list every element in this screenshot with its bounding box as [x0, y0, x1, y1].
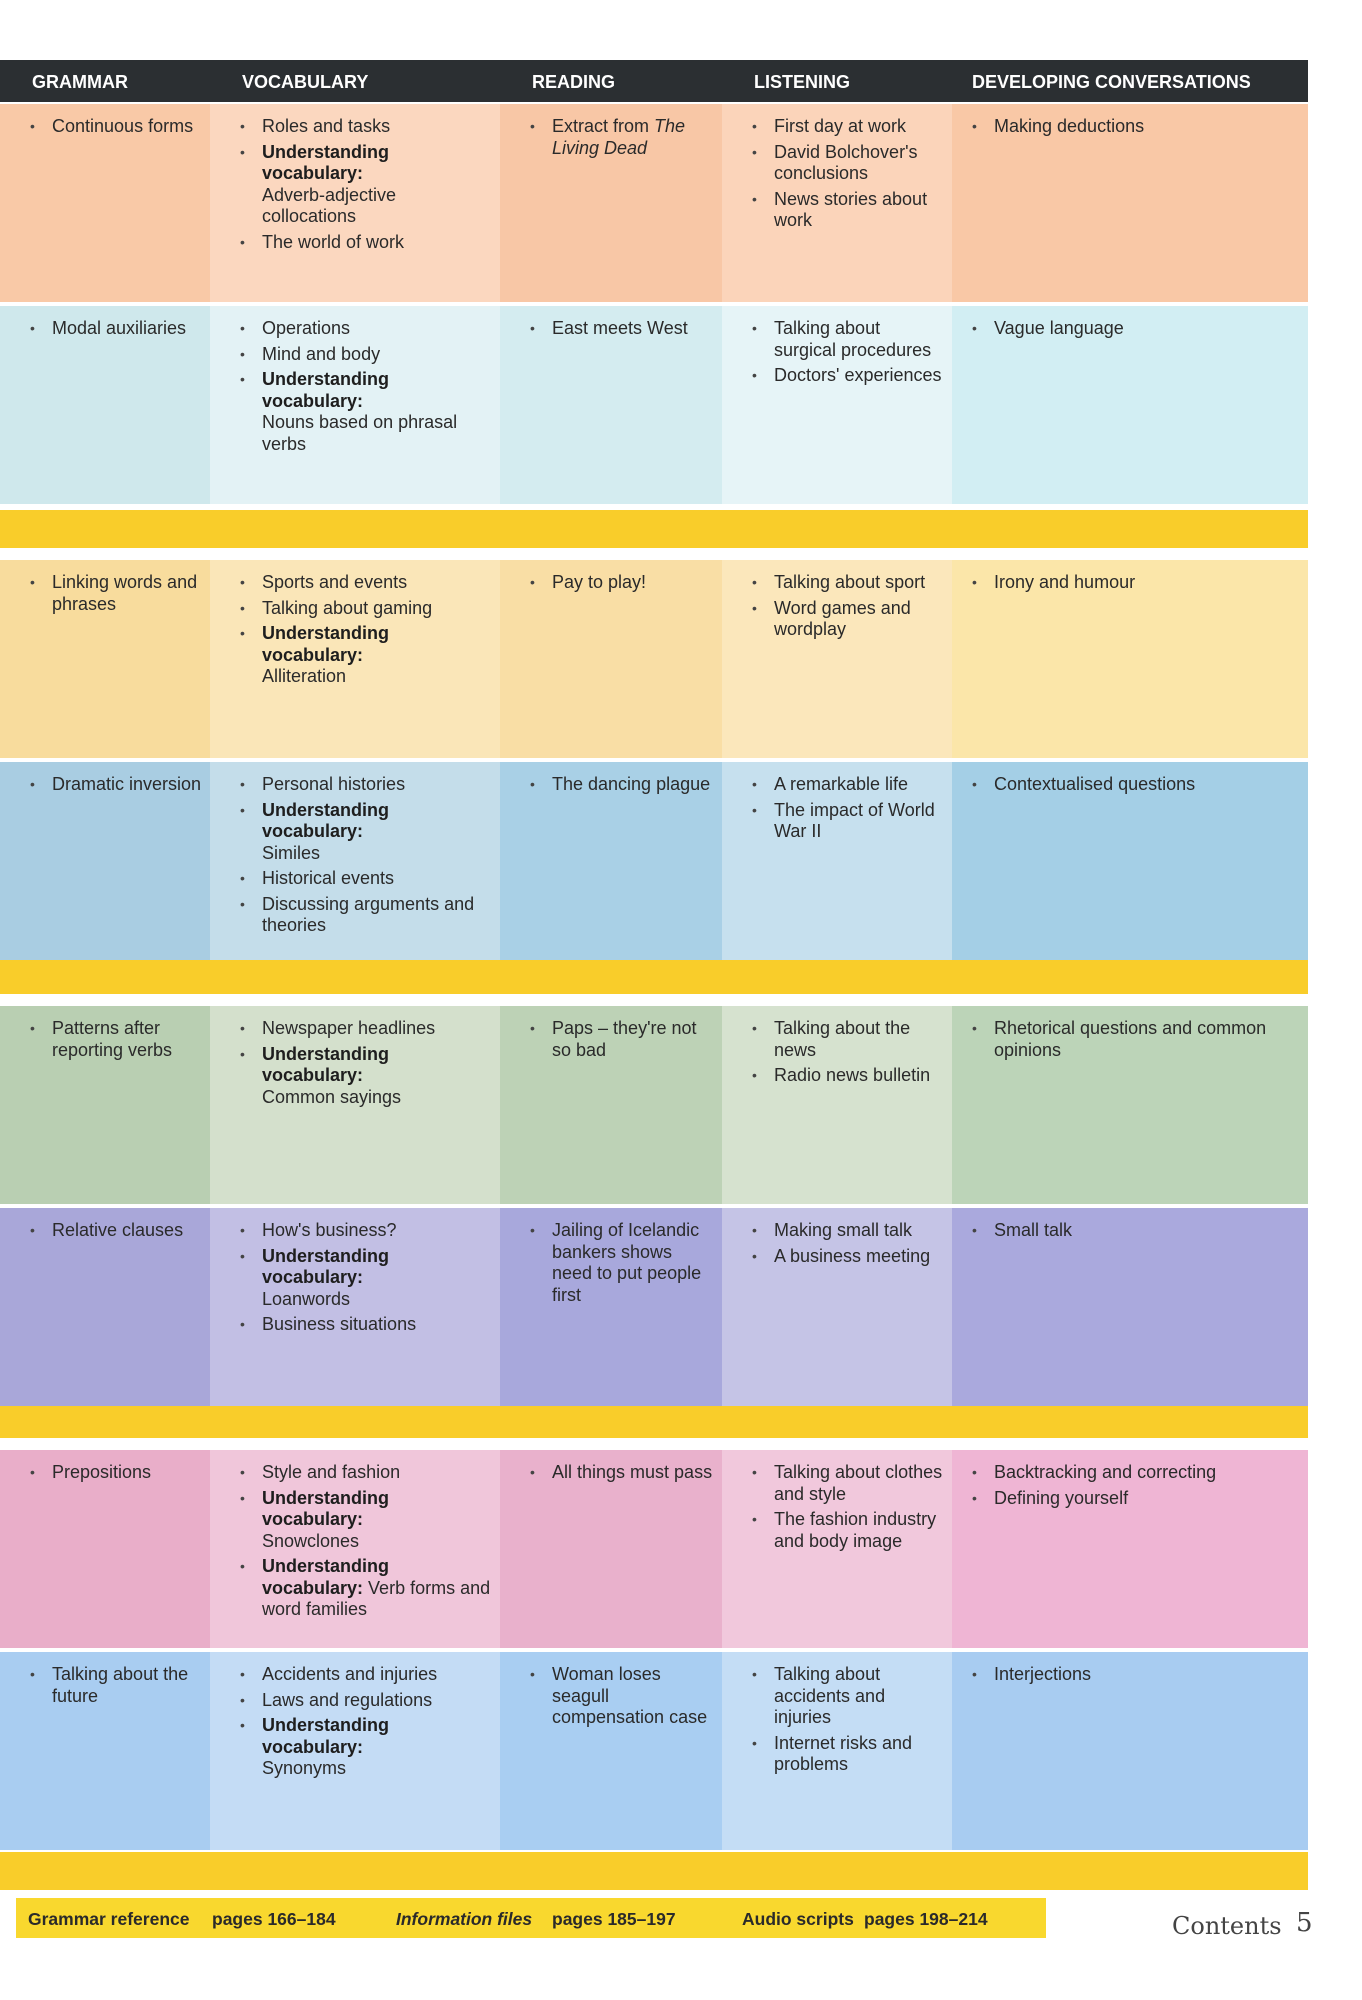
- cell-listening: [722, 1450, 952, 1648]
- cell-conversations: [952, 1450, 1308, 1648]
- understanding-vocabulary-label: Understanding vocabulary:: [262, 141, 390, 183]
- listening-list: [752, 1462, 944, 1552]
- audio-scripts-label[interactable]: Audio scripts: [742, 1909, 854, 1929]
- grammar-list: [30, 318, 202, 340]
- understanding-vocabulary-label: Understanding vocabulary:: [262, 1715, 390, 1757]
- cell-grammar: [0, 104, 210, 302]
- conversations-list: [972, 1664, 1300, 1686]
- list-item: • Mind and body: [240, 344, 492, 366]
- table-row: [0, 1450, 1308, 1648]
- list-item: • Talking about gaming: [240, 598, 492, 620]
- vocabulary-list: [240, 774, 492, 937]
- section-divider-band: [0, 1852, 1308, 1890]
- cell-reading: [500, 1006, 722, 1204]
- grammar-reference-label[interactable]: Grammar reference: [28, 1909, 190, 1929]
- table-row: [0, 1006, 1308, 1204]
- list-item: • A business meeting: [752, 1246, 944, 1268]
- list-item: • Talking about accidents and injuries: [752, 1664, 944, 1729]
- list-item: • Internet risks and problems: [752, 1733, 944, 1776]
- conversations-list: [972, 774, 1300, 796]
- header-reading: READING: [532, 72, 616, 92]
- list-item: • Paps – they're not so bad: [530, 1018, 714, 1061]
- reading-list: [530, 774, 714, 796]
- list-item: • Extract from The Living Dead: [530, 116, 714, 159]
- listening-list: [752, 1018, 944, 1087]
- grammar-list: [30, 774, 202, 796]
- cell-reading: [500, 1450, 722, 1648]
- cell-grammar: [0, 560, 210, 758]
- list-item: • Patterns after reporting verbs: [30, 1018, 202, 1061]
- cell-grammar: [0, 1006, 210, 1204]
- information-files-label[interactable]: Information files: [396, 1909, 533, 1929]
- list-item: • The dancing plague: [530, 774, 714, 796]
- header-listening: LISTENING: [754, 72, 851, 92]
- header-developing-conversations: DEVELOPING CONVERSATIONS: [972, 72, 1251, 92]
- list-item: • The world of work: [240, 232, 492, 254]
- list-item: • Pay to play!: [530, 572, 714, 594]
- understanding-vocabulary-label: Understanding vocabulary:: [262, 1487, 390, 1529]
- reading-list: [530, 1018, 714, 1061]
- list-item: • Making small talk: [752, 1220, 944, 1242]
- grammar-list: [30, 1664, 202, 1707]
- reading-list: [530, 572, 714, 594]
- vocabulary-list: [240, 1462, 492, 1621]
- cell-listening: [722, 104, 952, 302]
- understanding-vocabulary-label: Understanding vocabulary:: [262, 1245, 390, 1287]
- listening-list: [752, 774, 944, 843]
- list-item: • News stories about work: [752, 189, 944, 232]
- listening-list: [752, 1220, 944, 1267]
- vocabulary-list: [240, 116, 492, 253]
- conversations-list: [972, 116, 1300, 138]
- understanding-vocabulary-label: Understanding vocabulary:: [262, 799, 390, 841]
- cell-listening: [722, 1652, 952, 1850]
- table-row: [0, 1208, 1308, 1406]
- header-grammar: GRAMMAR: [32, 72, 128, 92]
- cell-vocabulary: [210, 1006, 500, 1204]
- listening-list: [752, 572, 944, 641]
- conversations-list: [972, 1220, 1300, 1242]
- cell-reading: [500, 762, 722, 960]
- understanding-vocabulary-label: Understanding vocabulary:: [262, 623, 390, 665]
- cell-listening: [722, 1208, 952, 1406]
- section-divider-band: [0, 956, 1308, 994]
- list-item: • Roles and tasks: [240, 116, 492, 138]
- list-item: • The impact of World War II: [752, 800, 944, 843]
- table-row: [0, 1652, 1308, 1850]
- list-item: • Understanding vocabulary: Synonyms: [240, 1715, 492, 1780]
- list-item: • Contextualised questions: [972, 774, 1300, 796]
- grammar-list: [30, 1462, 202, 1484]
- section-divider-band: [0, 510, 1308, 548]
- list-item: • Woman loses seagull compensation case: [530, 1664, 714, 1729]
- listening-list: [752, 1664, 944, 1776]
- list-item: • The fashion industry and body image: [752, 1509, 944, 1552]
- list-item: • Newspaper headlines: [240, 1018, 492, 1040]
- list-item: • David Bolchover's conclusions: [752, 142, 944, 185]
- cell-vocabulary: [210, 1208, 500, 1406]
- list-item: • Irony and humour: [972, 572, 1300, 594]
- cell-vocabulary: [210, 306, 500, 504]
- list-item: • Dramatic inversion: [30, 774, 202, 796]
- list-item: • Understanding vocabulary: Common sayings: [240, 1044, 492, 1109]
- list-item: • How's business?: [240, 1220, 492, 1242]
- list-item: • Talking about the news: [752, 1018, 944, 1061]
- cell-grammar: [0, 306, 210, 504]
- list-item: • Interjections: [972, 1664, 1300, 1686]
- cell-listening: [722, 762, 952, 960]
- reading-list: [530, 318, 714, 340]
- grammar-reference-pages: pages 166–184: [212, 1909, 336, 1929]
- reading-list: [530, 116, 714, 159]
- table-header: [0, 60, 1308, 102]
- cell-listening: [722, 560, 952, 758]
- list-item: • Understanding vocabulary: Snowclones: [240, 1488, 492, 1553]
- list-item: • Backtracking and correcting: [972, 1462, 1300, 1484]
- page-label: Contents: [1172, 1912, 1282, 1940]
- list-item: • Historical events: [240, 868, 492, 890]
- list-item: • Vague language: [972, 318, 1300, 340]
- list-item: • Making deductions: [972, 116, 1300, 138]
- list-item: • All things must pass: [530, 1462, 714, 1484]
- cell-vocabulary: [210, 762, 500, 960]
- information-files-pages: pages 185–197: [552, 1909, 676, 1929]
- listening-list: [752, 116, 944, 232]
- understanding-vocabulary-label: Understanding vocabulary:: [262, 1043, 390, 1085]
- list-item: • First day at work: [752, 116, 944, 138]
- audio-scripts-pages: pages 198–214: [864, 1909, 988, 1929]
- vocabulary-list: [240, 318, 492, 455]
- table-row: [0, 306, 1308, 504]
- list-item: • Talking about surgical procedures: [752, 318, 944, 361]
- list-item: • Understanding vocabulary: Nouns based on phrasal verbs: [240, 369, 492, 455]
- cell-conversations: [952, 1006, 1308, 1204]
- vocabulary-list: [240, 572, 492, 688]
- grammar-list: [30, 572, 202, 615]
- list-item: • Continuous forms: [30, 116, 202, 138]
- list-item: • Understanding vocabulary: Alliteration: [240, 623, 492, 688]
- grammar-list: [30, 116, 202, 138]
- table-row: [0, 104, 1308, 302]
- conversations-list: [972, 1018, 1300, 1061]
- vocabulary-list: [240, 1664, 492, 1780]
- list-item: • Talking about clothes and style: [752, 1462, 944, 1505]
- cell-conversations: [952, 1652, 1308, 1850]
- list-item: • Modal auxiliaries: [30, 318, 202, 340]
- cell-listening: [722, 1006, 952, 1204]
- list-item: • Understanding vocabulary: Verb forms and word families: [240, 1556, 492, 1621]
- page-number: 5: [1296, 1908, 1313, 1938]
- list-item: • Small talk: [972, 1220, 1300, 1242]
- list-item: • Defining yourself: [972, 1488, 1300, 1510]
- list-item: • Talking about sport: [752, 572, 944, 594]
- reading-list: [530, 1462, 714, 1484]
- list-item: • Understanding vocabulary: Adverb-adjective collocations: [240, 142, 492, 228]
- cell-vocabulary: [210, 104, 500, 302]
- cell-vocabulary: [210, 560, 500, 758]
- cell-vocabulary: [210, 1652, 500, 1850]
- understanding-vocabulary-label: Understanding vocabulary:: [262, 1556, 390, 1598]
- list-item: • Talking about the future: [30, 1664, 202, 1707]
- table-row: [0, 560, 1308, 758]
- list-item: • Understanding vocabulary: Loanwords: [240, 1246, 492, 1311]
- vocabulary-list: [240, 1018, 492, 1108]
- conversations-list: [972, 318, 1300, 340]
- list-item: • Operations: [240, 318, 492, 340]
- cell-conversations: [952, 560, 1308, 758]
- list-item: • Laws and regulations: [240, 1690, 492, 1712]
- table-row: [0, 762, 1308, 960]
- cell-conversations: [952, 762, 1308, 960]
- list-item: • Prepositions: [30, 1462, 202, 1484]
- list-item: • Doctors' experiences: [752, 365, 944, 387]
- cell-grammar: [0, 1652, 210, 1850]
- cell-listening: [722, 306, 952, 504]
- cell-conversations: [952, 1208, 1308, 1406]
- list-item: • Discussing arguments and theories: [240, 894, 492, 937]
- list-item: • Radio news bulletin: [752, 1065, 944, 1087]
- list-item: • Jailing of Icelandic bankers shows need to put people first: [530, 1220, 714, 1306]
- vocabulary-list: [240, 1220, 492, 1336]
- conversations-list: [972, 572, 1300, 594]
- list-item: • Relative clauses: [30, 1220, 202, 1242]
- cell-reading: [500, 1208, 722, 1406]
- grammar-list: [30, 1018, 202, 1061]
- list-item: • Rhetorical questions and common opinions: [972, 1018, 1300, 1061]
- cell-reading: [500, 306, 722, 504]
- cell-grammar: [0, 1450, 210, 1648]
- understanding-vocabulary-label: Understanding vocabulary:: [262, 369, 390, 411]
- list-item: • Style and fashion: [240, 1462, 492, 1484]
- listening-list: [752, 318, 944, 387]
- list-item: • Business situations: [240, 1314, 492, 1336]
- cell-grammar: [0, 762, 210, 960]
- cell-vocabulary: [210, 1450, 500, 1648]
- list-item: • Linking words and phrases: [30, 572, 202, 615]
- cell-conversations: [952, 104, 1308, 302]
- reading-list: [530, 1664, 714, 1729]
- cell-conversations: [952, 306, 1308, 504]
- grammar-list: [30, 1220, 202, 1242]
- cell-reading: [500, 104, 722, 302]
- conversations-list: [972, 1462, 1300, 1509]
- list-item: • Understanding vocabulary: Similes: [240, 800, 492, 865]
- list-item: • A remarkable life: [752, 774, 944, 796]
- italic-title: The Living Dead: [552, 116, 686, 158]
- header-vocabulary: VOCABULARY: [242, 72, 369, 92]
- list-item: • Accidents and injuries: [240, 1664, 492, 1686]
- cell-grammar: [0, 1208, 210, 1406]
- list-item: • Word games and wordplay: [752, 598, 944, 641]
- list-item: • Personal histories: [240, 774, 492, 796]
- list-item: • East meets West: [530, 318, 714, 340]
- cell-reading: [500, 1652, 722, 1850]
- cell-reading: [500, 560, 722, 758]
- reading-list: [530, 1220, 714, 1306]
- reference-bar: [16, 1898, 1046, 1938]
- list-item: • Sports and events: [240, 572, 492, 594]
